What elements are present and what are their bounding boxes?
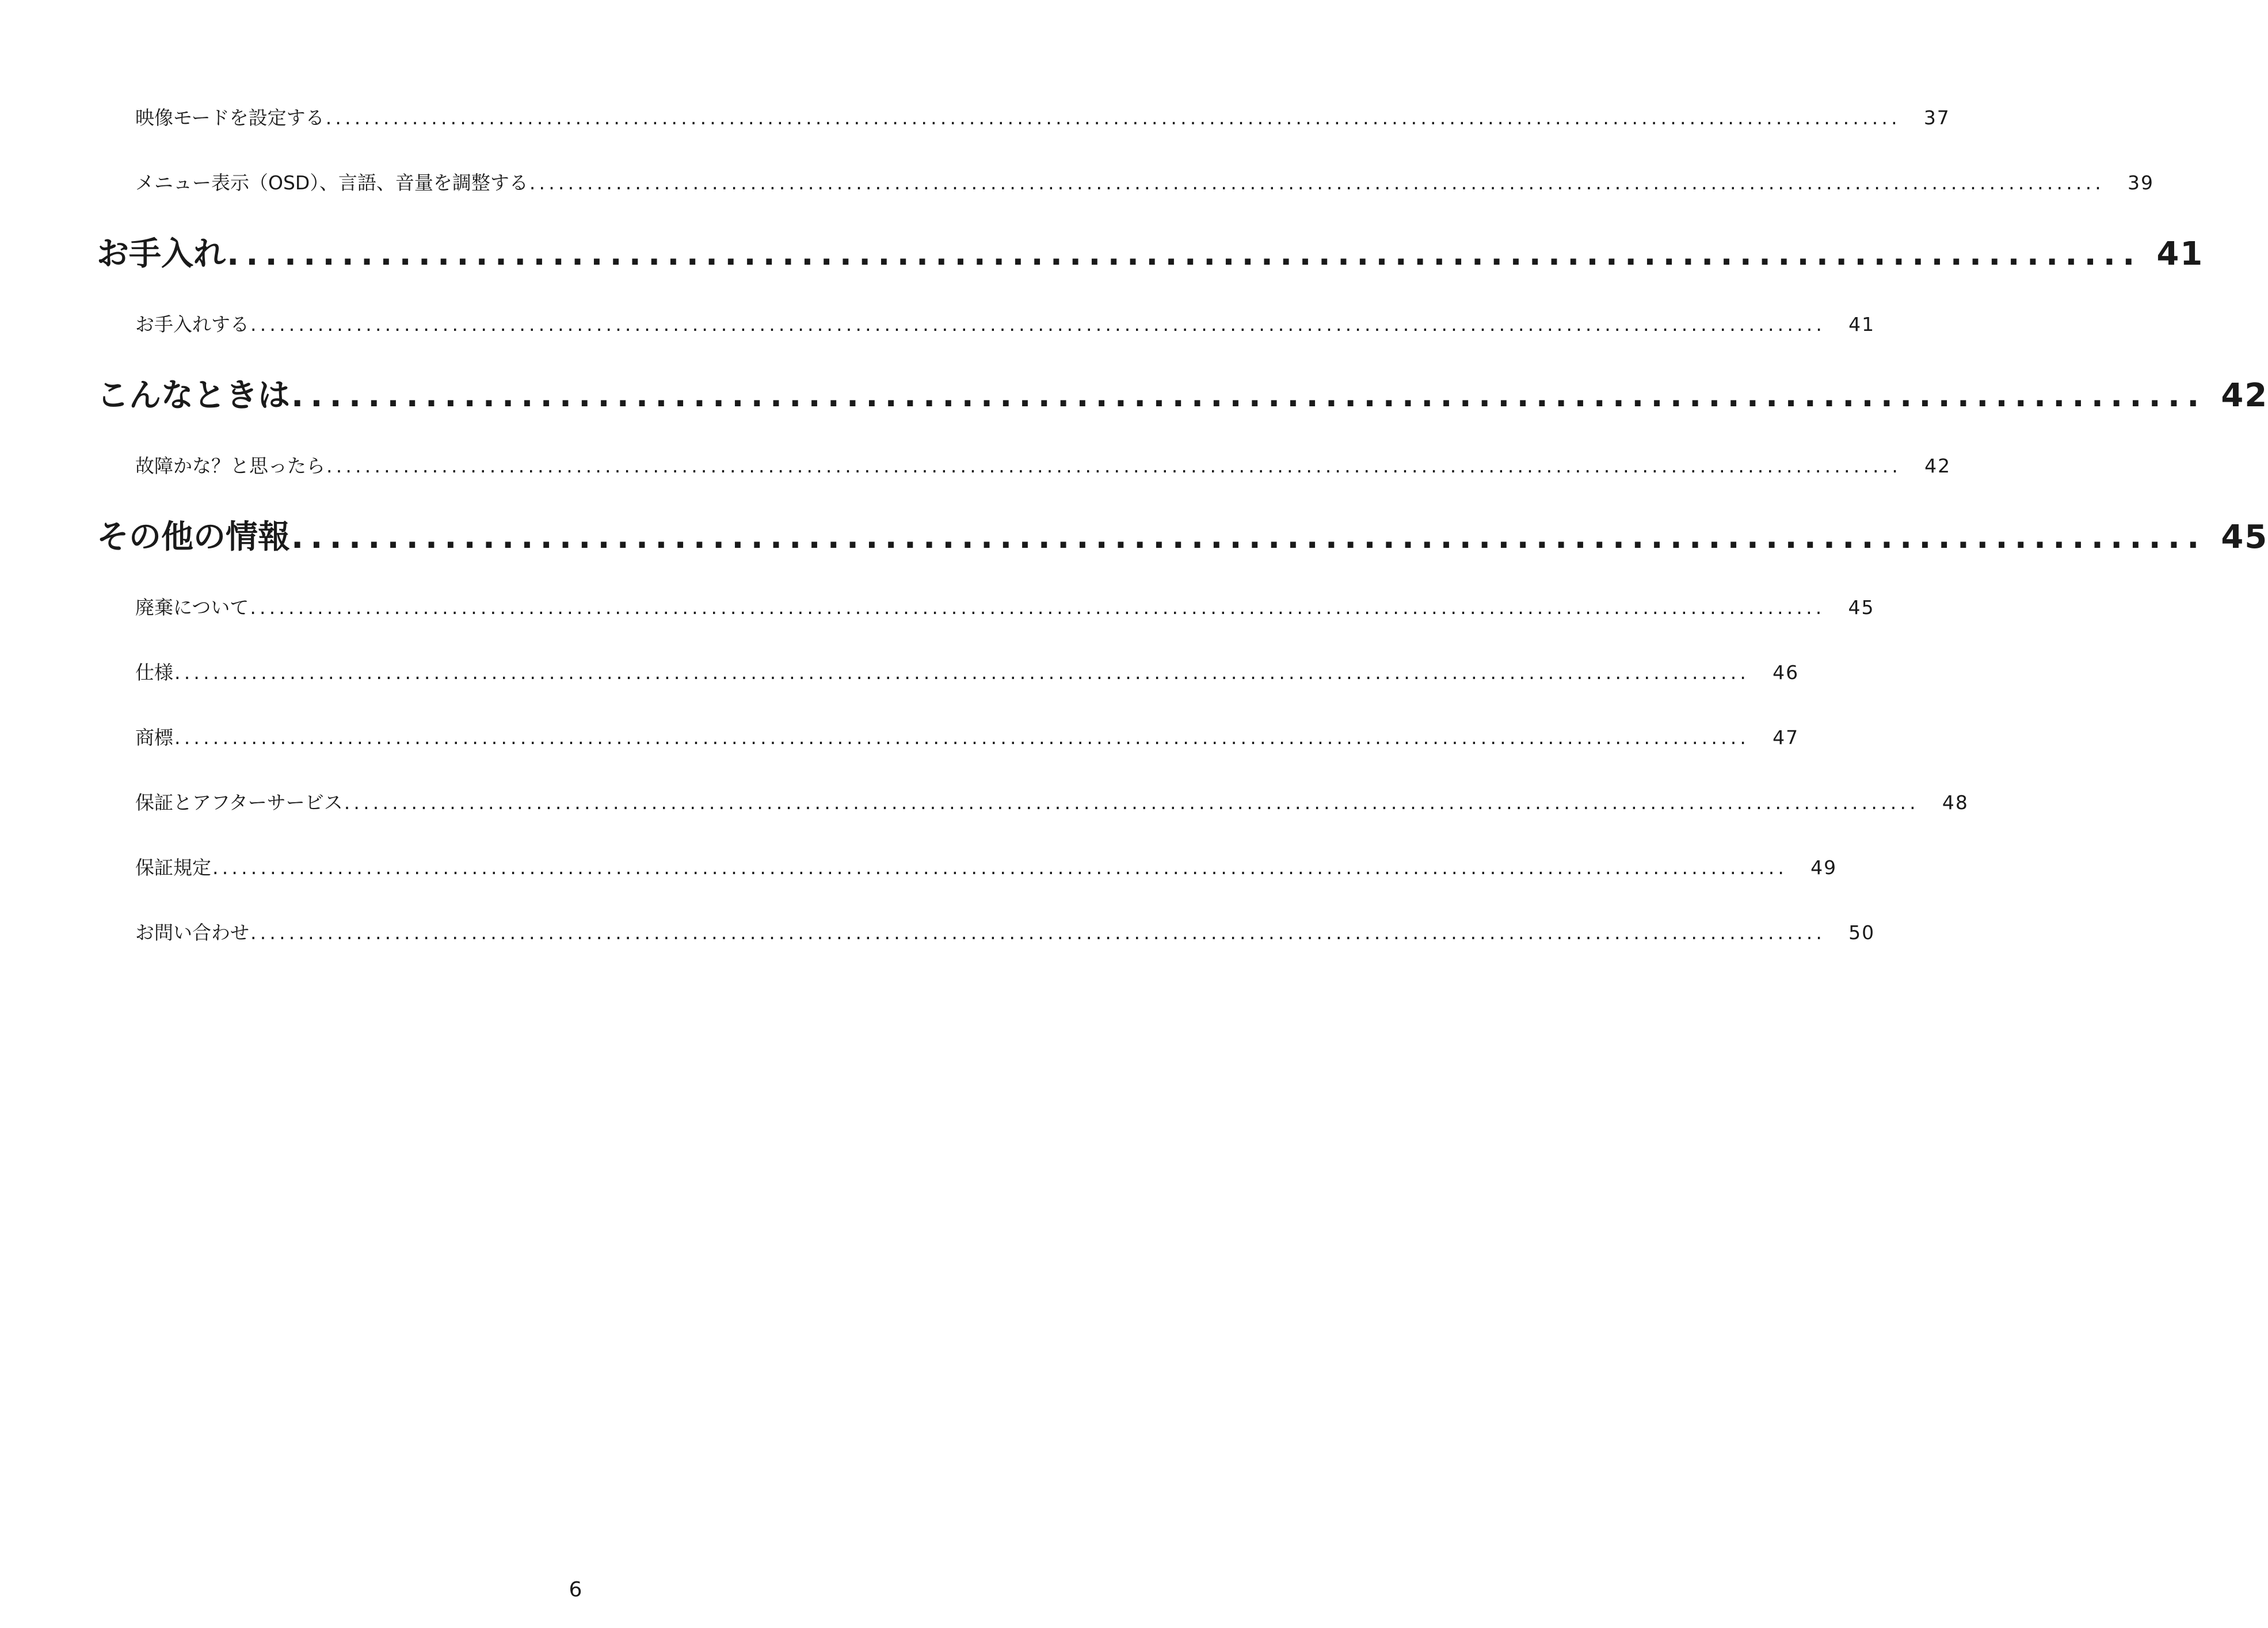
toc-entry-label: 映像モードを設定する <box>135 106 325 129</box>
dot-leader: .................................................................................................... <box>227 235 2142 273</box>
dot-leader: .................................................................................................................................................................... <box>174 661 1750 684</box>
toc-section-other-info[interactable] <box>97 514 2268 561</box>
toc-section-page: 41 <box>2156 235 2204 273</box>
toc-entry-label: 廃棄について <box>135 596 249 619</box>
toc-entry-label: 保証とアフターサービス <box>135 791 343 814</box>
toc-entry-page: 46 <box>1773 661 1800 684</box>
dot-leader: .................................................................................................................................................................... <box>326 455 1902 477</box>
toc-entry-contact[interactable] <box>135 918 1876 947</box>
dot-leader: .................................................................................................................................................................... <box>174 726 1750 749</box>
toc-entry-page: 49 <box>1810 856 1838 879</box>
toc-entry-label: メニュー表示（OSD）、言語、音量を調整する <box>135 171 528 194</box>
toc-entry-disposal[interactable] <box>135 593 1875 622</box>
toc-section-label: お手入れ <box>97 235 226 273</box>
toc-entry-page: 47 <box>1773 726 1800 749</box>
toc-entry-page: 41 <box>1848 313 1876 335</box>
dot-leader: .................................................................................................................................................................... <box>325 106 1901 129</box>
toc-entry-label: 仕様 <box>135 661 173 684</box>
page-number: 6 <box>569 1578 582 1602</box>
toc-entry-label: お手入れする <box>135 313 249 335</box>
dot-leader: .................................................................................................................................................................... <box>212 856 1788 879</box>
toc-entry-page: 39 <box>2127 171 2154 194</box>
toc-entry-warranty-terms[interactable] <box>135 853 1838 882</box>
toc-entry-video-mode[interactable] <box>135 104 1950 132</box>
toc-section-label: その他の情報 <box>97 518 290 556</box>
toc-section-troubleshooting[interactable] <box>97 373 2268 419</box>
toc-entry-page: 48 <box>1942 791 1969 814</box>
toc-section-page: 45 <box>2221 518 2268 556</box>
toc-entry-page: 45 <box>1848 596 1875 619</box>
toc-section-page: 42 <box>2221 377 2268 414</box>
dot-leader: .................................................................................................................................................................... <box>529 171 2105 194</box>
toc-entry-page: 37 <box>1923 106 1950 129</box>
toc-entry-specifications[interactable] <box>135 658 1800 687</box>
dot-leader: .................................................................................................................................................................... <box>344 791 1919 814</box>
dot-leader: .................................................................................................... <box>291 518 2206 556</box>
toc-entry-page: 42 <box>1924 455 1951 477</box>
dot-leader: .................................................................................................................................................................... <box>250 313 1826 335</box>
toc-entry-label: 故障かな？と思ったら <box>135 455 325 477</box>
dot-leader: .................................................................................................................................................................... <box>250 596 1825 619</box>
toc-entry-do-maintenance[interactable] <box>135 310 1876 339</box>
toc-entry-warranty-service[interactable] <box>135 788 1969 817</box>
dot-leader: .................................................................................................... <box>291 377 2206 414</box>
toc-entry-label: 商標 <box>135 726 173 749</box>
toc-entry-trademarks[interactable] <box>135 723 1800 752</box>
toc-entry-page: 50 <box>1848 921 1876 944</box>
toc-entry-malfunction[interactable] <box>135 452 1951 481</box>
toc-section-maintenance[interactable] <box>97 231 2204 277</box>
toc-section-label: こんなときは <box>97 377 290 414</box>
toc-entry-osd-language-volume[interactable] <box>135 169 2154 197</box>
toc-entry-label: お問い合わせ <box>135 921 249 944</box>
dot-leader: .................................................................................................................................................................... <box>250 921 1826 944</box>
toc-entry-label: 保証規定 <box>135 856 211 879</box>
